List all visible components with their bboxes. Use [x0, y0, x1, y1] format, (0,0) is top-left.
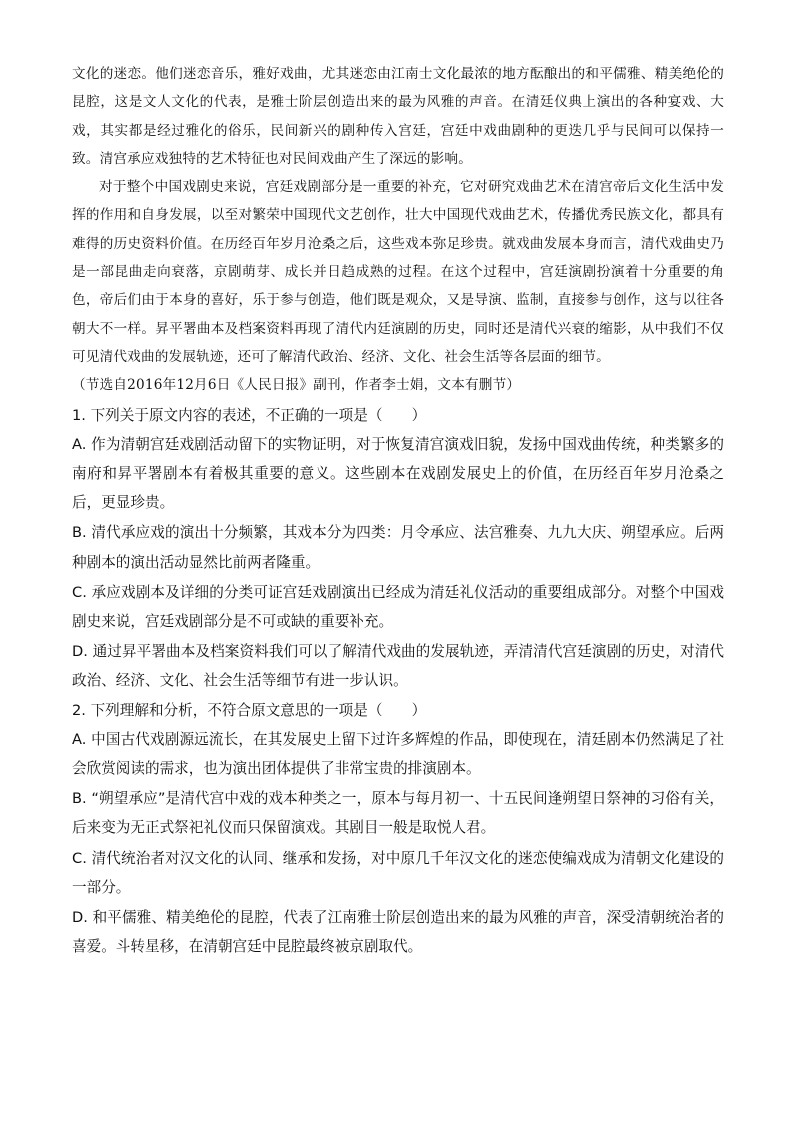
question-2-stem: 2. 下列理解和分析，不符合原文意思的一项是（ ） [72, 701, 427, 719]
passage-paragraph-2: 对于整个中国戏剧史来说，宫廷戏剧部分是一重要的补充，它对研究戏曲艺术在清宫帝后文化生活中发挥的作用和自身发展，以至对繁荣中国现代文艺创作，壮大中国现代戏曲艺术，传播优秀民族文化，都具有难得的历史资料价值。在历经百年岁月沧桑之后，这些戏本弥足珍贵。就戏曲发展本身而言，清代戏曲史乃是一部昆曲走向衰落，京剧萌芽、成长并日趋成熟的过程。在这个过程中，宫廷演剧扮演着十分重要的角色，帝后们由于本身的喜好，乐于参与创造，他们既是观众，又是导演、监制，直接参与创作，这与以往各朝大不一样。昇平署曲本及档案资料再现了清代内廷演剧的历史，同时还是清代兴衰的缩影，从中我们不仅可见清代戏曲的发展轨迹，还可了解清代政治、经济、文化、社会生活等各层面的细节。 [72, 179, 724, 365]
passage-paragraph-1: 文化的迷恋。他们迷恋音乐，雅好戏曲，尤其迷恋由江南士文化最浓的地方酝酿出的和平儒雅、精美绝伦的昆腔，这是文人文化的代表，是雅士阶层创造出来的最为风雅的声音。在清廷仪典上演出的各种宴戏、大戏，其实都是经过雅化的俗乐，民间新兴的剧种传入宫廷，宫廷中戏曲剧种的更迭几乎与民间可以保持一致。清宫承应戏独特的艺术特征也对民间戏曲产生了深远的影响。 [72, 66, 724, 167]
question-1-option-d: D. 通过昇平署曲本及档案资料我们可以了解清代戏曲的发展轨迹，弄清清代宫廷演剧的历史，对清代政治、经济、文化、社会生活等细节有进一步认识。 [72, 643, 724, 690]
question-2 [72, 696, 724, 962]
document-page [72, 60, 724, 961]
reading-passage [72, 60, 724, 400]
question-2-option-b: B. “朔望承应”是清代宫中戏的戏本种类之一，原本与每月初一、十五民间逢朔望日祭神的习俗有关，后来变为无正式祭祀礼仪而只保留演戏。其剧目一般是取悦人君。 [72, 790, 724, 837]
question-1-stem: 1. 下列关于原文内容的表述，不正确的一项是（ ） [72, 406, 427, 424]
question-2-option-d: D. 和平儒雅、精美绝伦的昆腔，代表了江南雅士阶层创造出来的最为风雅的声音，深受清朝统治者的喜爱。斗转星移，在清朝宫廷中昆腔最终被京剧取代。 [72, 909, 724, 956]
question-2-option-a: A. 中国古代戏剧源远流长，在其发展史上留下过许多辉煌的作品，即使现在，清廷剧本仍然满足了社会欣赏阅读的需求，也为演出团体提供了非常宝贵的排演剧本。 [72, 730, 724, 777]
question-1-option-b: B. 清代承应戏的演出十分频繁，其戏本分为四类：月令承应、法宫雅奏、九九大庆、朔望承应。后两种剧本的演出活动显然比前两者隆重。 [72, 524, 724, 571]
question-1 [72, 401, 724, 696]
passage-source: （节选自2016年12月6日《人民日报》副刊，作者李士娟，文本有删节） [72, 377, 521, 394]
question-1-option-c: C. 承应戏剧本及详细的分类可证宫廷戏剧演出已经成为清廷礼仪活动的重要组成部分。对整个中国戏剧史来说，宫廷戏剧部分是不可或缺的重要补充。 [72, 583, 724, 630]
question-2-option-c: C. 清代统治者对汉文化的认同、继承和发扬，对中原几千年汉文化的迷恋使编戏成为清朝文化建设的一部分。 [72, 849, 724, 896]
question-1-option-a: A. 作为清朝宫廷戏剧活动留下的实物证明，对于恢复清宫演戏旧貌，发扬中国戏曲传统，种类繁多的南府和昇平署剧本有着极其重要的意义。这些剧本在戏剧发展史上的价值，在历经百年岁月沧桑之后，更显珍贵。 [72, 435, 724, 512]
